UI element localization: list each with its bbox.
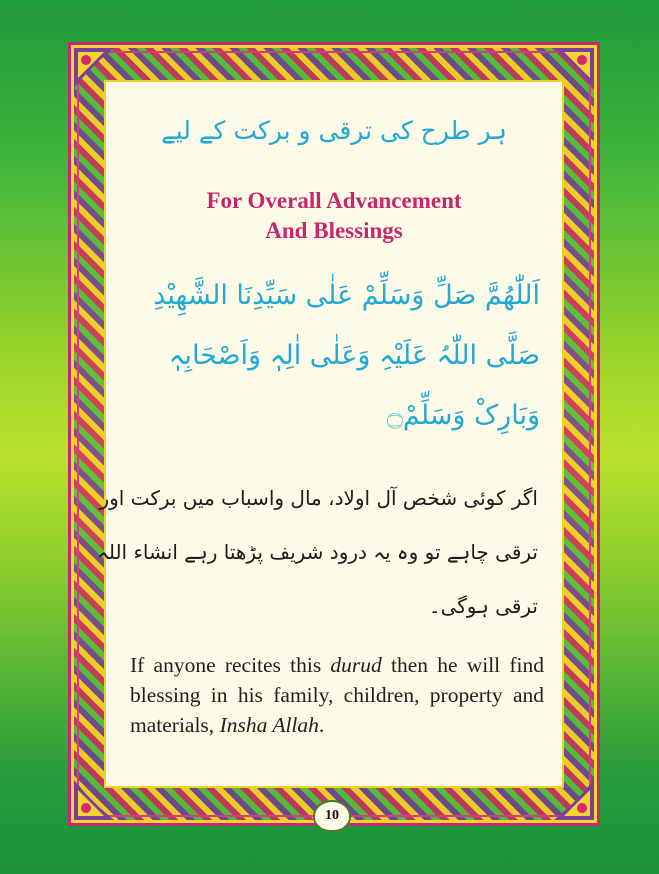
durud-line-2: صَلَّی اللّٰہُ عَلَیْہِ وَعَلٰی اٰلِہٖ وَاَصْحَابِہٖ: [168, 340, 540, 371]
urdu-heading: ہر طرح کی ترقی و برکت کے لیے: [161, 116, 507, 145]
urdu-text-line-3: ترقی ہوگی۔: [428, 594, 538, 618]
english-text-end: .: [318, 713, 325, 737]
corner-ornament-icon: [550, 44, 598, 92]
durud-line-3: وَبَارِکْ وَسَلِّمْ۝: [387, 400, 540, 431]
english-heading-line2: And Blessings: [265, 218, 403, 243]
english-paragraph: [130, 650, 544, 740]
page-number: 10: [313, 800, 351, 832]
urdu-text-line-2: ترقی چاہے تو وہ یہ درود شریف پڑھتا رہے انشاء اللہ: [97, 540, 538, 564]
urdu-text-line-1: اگر کوئی شخص آل اولاد، مال واسباب میں برکت اور: [99, 486, 538, 510]
english-text-part1: If anyone recites this: [130, 653, 331, 677]
durud-line-1: اَللّٰھُمَّ صَلِّ وَسَلِّمْ عَلٰی سَیِّدِنَا الشَّھِیْدِ: [153, 280, 540, 311]
insha-allah-term: Insha Allah: [219, 713, 319, 737]
durud-term: durud: [330, 653, 382, 677]
page-content: [97, 80, 564, 788]
corner-ornament-icon: [70, 776, 118, 824]
english-heading-line1: For Overall Advancement: [206, 188, 462, 213]
english-heading: [106, 186, 562, 246]
english-text-part2: then he will find blessing in his family, children, property and materials,: [130, 653, 544, 737]
corner-ornament-icon: [550, 776, 598, 824]
corner-ornament-icon: [70, 44, 118, 92]
